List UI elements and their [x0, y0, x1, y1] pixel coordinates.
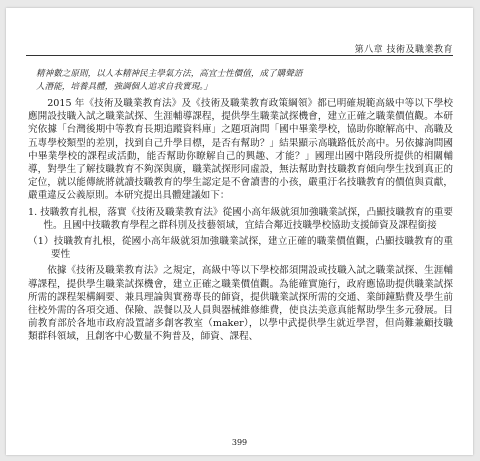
paragraph-2: 依據《技術及職業教育法》之規定，高級中等以下學校都須開設或技職入試之職業試探、生涯輔導課程，提供學生職業試探機會，建立正確之職業價值觀。為能確實施行，政府應協助提供職業試探所需的課程架構綱要、兼具理論與實務專長的師資，提供職業試探所需的交通、業師鐘點費及學生前往校外需的各項交通、保險、誤餐以及人員與器械維修維費，使良法美意真能幫助學生多元發展。目前教育部於各地市政府設置諸多創客教室（maker），以學中武提供學生就近學習，但尚難兼顧技職類群科領域，且創客中心數量不夠普及，師資、課程、 [28, 265, 453, 343]
document-page [6, 8, 473, 455]
header-rule [26, 55, 453, 56]
recommendation-subitem-1: （1）技職教育扎根，從國小高年級就須加強職業試探，建立正確的職業價值觀，凸顯技職教育的重要性 [28, 236, 453, 261]
running-header: 第八章 技術及職業教育 [354, 45, 453, 55]
handwritten-note-line-2: 人潛能，培養具體，強調個人追求自我實現。」 [36, 82, 213, 92]
recommendation-item-1: 1. 技職教育扎根，落實《技術及職業教育法》從國小高年級就須加強職業試探，凸顯技職教育的重要性。且國中技職教育學程之群科別及技藝領域，宜結合鄰近技職學校協助支援師資及課程銜接 [28, 206, 453, 231]
paragraph-1: 2015 年《技術及職業教育法》及《技術及職業教育政策綱領》都已明確規範高級中等以下學校應開設技職入試之職業試探、生涯輔導課程，提供學生職業試探機會，建立正確之職業價值觀。本研究依據「台灣後期中等教育長期追蹤資料庫」之題項詢問「國中畢業學校，協助你瞭解高中、高職及五專學校類型的差別，找到自己升學目標，是否有幫助？」結果顯示高職路低於高中。另依據詢問國中畢業學校的課程或活動，能否幫助你瞭解自己的興趣、才能？」國理出國中階段所提供的相關輔導，對學生了解技職教育不夠深與廣，職業試探形同虛設，無法幫助對技職教育傾向學生找到真正的定位，就以能傳統將就讀技職教育的學生認定是不會讀書的小孩，嚴重汙名技職教育的價值與貢獻，嚴重違反公義原則。本研究提出具體建議如下： [28, 98, 453, 202]
page-content [28, 68, 453, 344]
page-number: 399 [231, 438, 248, 447]
handwritten-note-line-1: 精神數之原則，以人本精神民主學氣方法，高宜士性價值，成了購聲語 [36, 69, 303, 79]
